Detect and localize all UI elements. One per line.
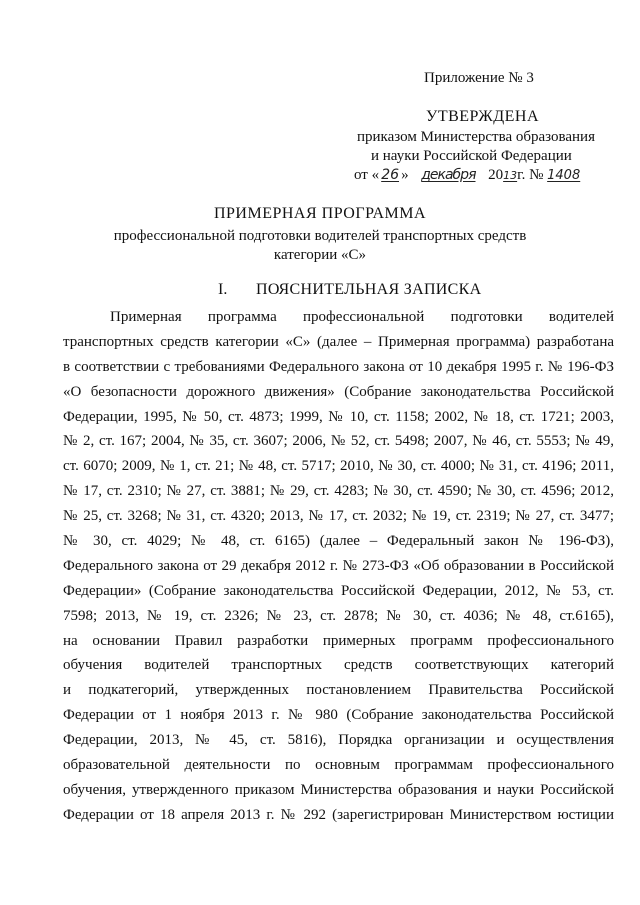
- body-line: и подкатегорий, утвержденных постановлением Правительства Российской: [63, 682, 614, 699]
- document-subtitle: профессиональной подготовки водителей транспортных средств: [113, 228, 527, 244]
- body-line: на основании Правил разработки примерных программ профессионального: [63, 632, 614, 649]
- section-number: I.: [218, 281, 228, 298]
- section-title: ПОЯСНИТЕЛЬНАЯ ЗАПИСКА: [256, 281, 482, 298]
- approval-line-1: приказом Министерства образования: [357, 129, 595, 145]
- body-line: № 25, ст. 3268; № 31, ст. 4320; 2013, № 17, ст. 2032; № 19, ст. 2319; № 27, ст. 3477;: [63, 508, 614, 525]
- year-prefix: 20: [488, 167, 504, 183]
- body-line: Федерации от 1 ноября 2013 г. № 980 (Собрание законодательства Российской: [63, 707, 614, 724]
- body-line: Федерации, 1995, № 50, ст. 4873; 1999, № 10, ст. 1158; 2002, № 18, ст. 1721; 2003,: [63, 408, 614, 425]
- handwritten-day: 26: [381, 167, 400, 183]
- body-paragraph: [63, 305, 614, 828]
- body-line: обучения водителей транспортных средств соответствующих категорий: [63, 657, 614, 674]
- document-category: категории «С»: [273, 247, 367, 263]
- date-after-day: »: [401, 167, 409, 183]
- body-line: в соответствии с требованиями Федерального закона от 10 декабря 1995 г. № 196-ФЗ: [63, 358, 614, 375]
- handwritten-month: декабря: [421, 167, 476, 183]
- body-line: образовательной деятельности по основным программам профессионального: [63, 757, 614, 774]
- body-line: обучения, утвержденного приказом Министерства образования и науки Российской: [63, 781, 614, 798]
- number-prefix: г. №: [517, 167, 544, 183]
- approval-line-2: и науки Российской Федерации: [371, 148, 572, 164]
- appendix-label: Приложение № 3: [424, 70, 534, 86]
- handwritten-year: 13: [503, 169, 518, 182]
- body-line: транспортных средств категории «С» (далее – Примерная программа) разработана: [63, 333, 614, 350]
- body-line: «О безопасности дорожного движения» (Собрание законодательства Российской: [63, 383, 614, 400]
- body-line: 7598; 2013, № 19, ст. 2326; № 23, ст. 2878; № 30, ст. 4036; № 48, ст.6165),: [63, 607, 614, 624]
- handwritten-order-number: 1408: [547, 168, 581, 183]
- body-line: Примерная программа профессиональной подготовки водителей: [110, 309, 614, 325]
- body-line: ст. 6070; 2009, № 1, ст. 21; № 48, ст. 5717; 2010, № 30, ст. 4000; № 31, ст. 4196; 2011,: [63, 458, 614, 475]
- body-line: № 30, ст. 4029; № 48, ст. 6165) (далее – Федеральный закон № 196-ФЗ),: [63, 533, 614, 550]
- body-line: № 2, ст. 167; 2004, № 35, ст. 3607; 2006, № 52, ст. 5498; 2007, № 46, ст. 5553; № 49,: [63, 433, 614, 450]
- body-line: № 17, ст. 2310; № 27, ст. 3881; № 29, ст. 4283; № 30, ст. 4590; № 30, ст. 4596; 2012,: [63, 483, 614, 500]
- approval-title: УТВЕРЖДЕНА: [426, 108, 540, 125]
- date-prefix: от «: [354, 167, 380, 183]
- body-line: Федерации от 18 апреля 2013 г. № 292 (зарегистрирован Министерством юстиции: [63, 806, 614, 823]
- approval-date-line: [354, 167, 580, 184]
- body-line: Федерального закона от 29 декабря 2012 г. № 273-ФЗ «Об образовании в Российской: [63, 557, 614, 574]
- body-line: Федерации» (Собрание законодательства Российской Федерации, 2012, № 53, ст.: [63, 582, 614, 599]
- document-title: ПРИМЕРНАЯ ПРОГРАММА: [213, 205, 427, 222]
- body-line: Федерации, 2013, № 45, ст. 5816), Порядка организации и осуществления: [63, 732, 614, 749]
